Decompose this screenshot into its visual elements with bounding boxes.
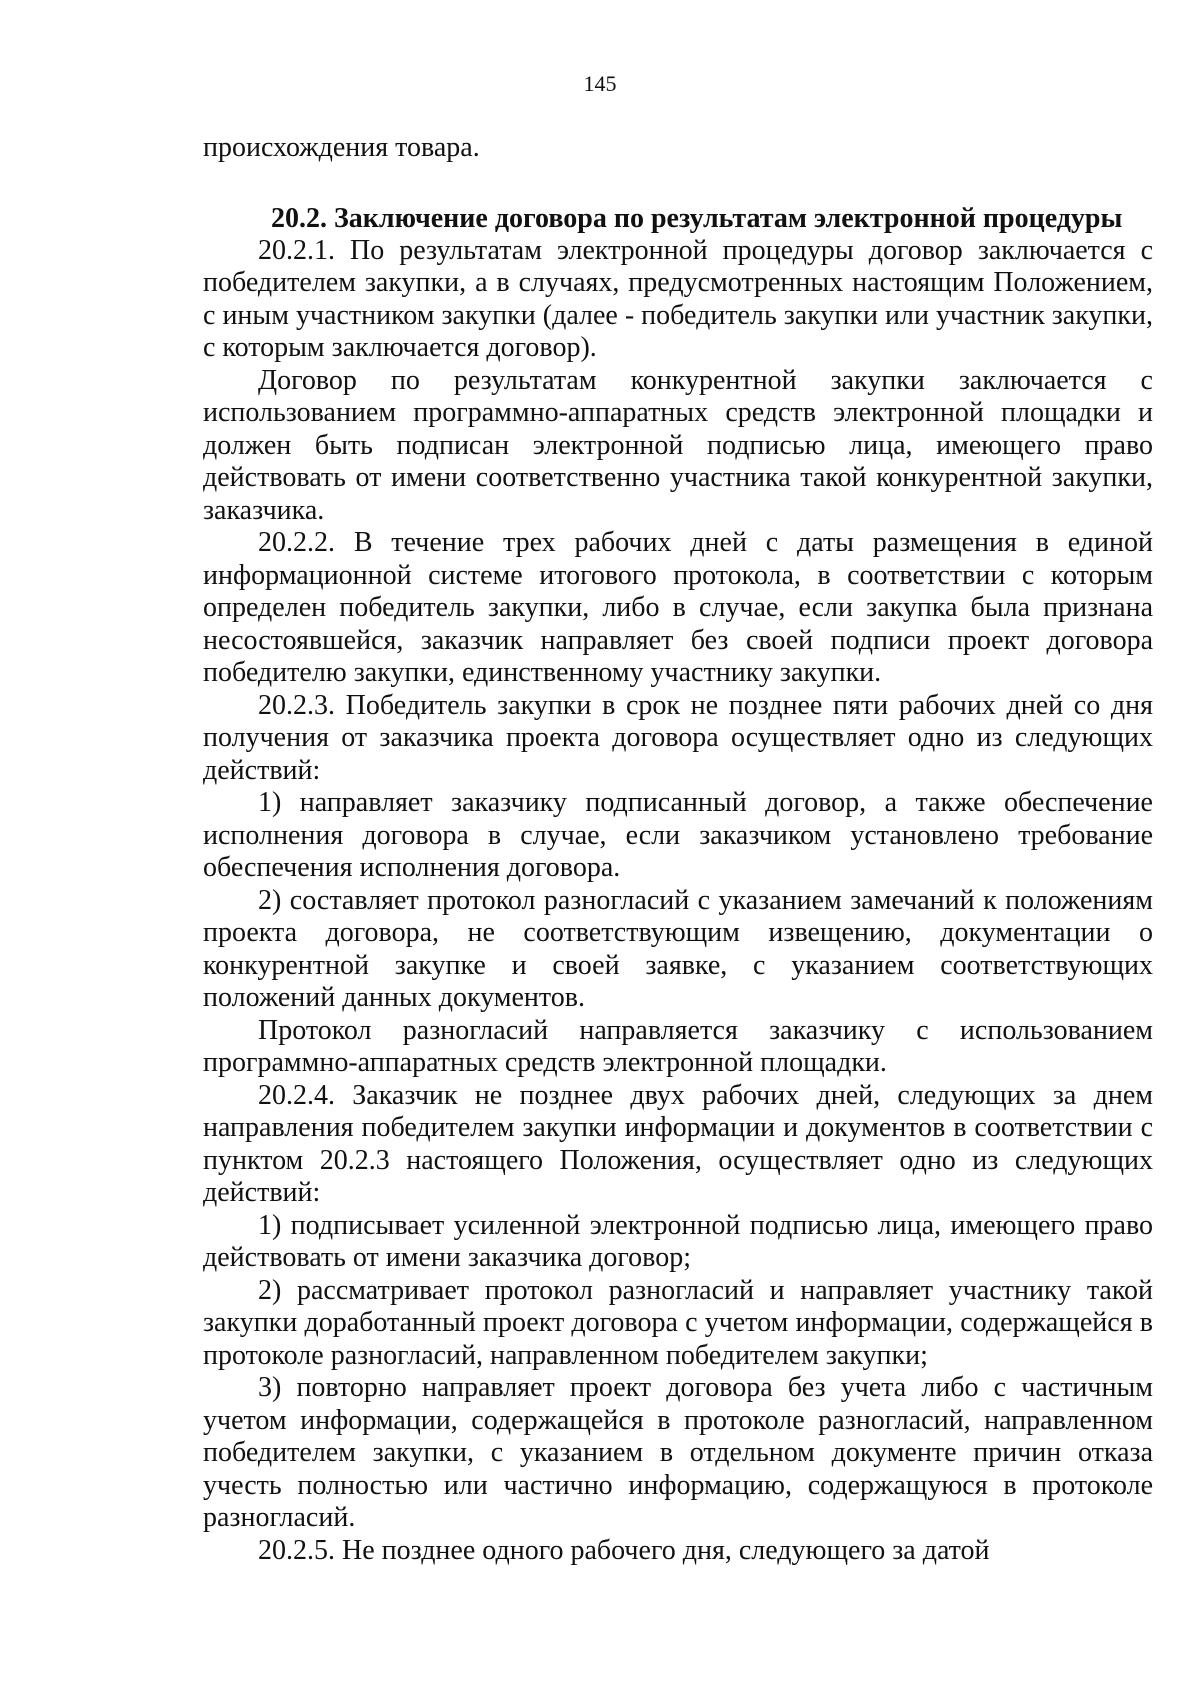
spacer xyxy=(203,165,1153,203)
section-heading: 20.2. Заключение договора по результатам электронной процедуры xyxy=(271,202,1123,234)
paragraph-continuation: происхождения товара. xyxy=(203,132,480,163)
list-item-20-2-4-1: 1) подписывает усиленной электронной подписью лица, имеющего право действовать от имени заказчика договор; xyxy=(203,1209,1153,1273)
document-body xyxy=(203,132,1153,1567)
paragraph-disagreement-protocol: Протокол разногласий направляется заказчику с использованием программно-аппаратных средств электронной площадки. xyxy=(203,1014,1153,1078)
paragraph-contract-signing: Договор по результатам конкурентной закупки заключается с использованием программно-аппаратных средств электронной площадки и должен быть подписан электронной подписью лица, имеющего право действовать от имени соответственно участника такой конкурентной закупки, заказчика. xyxy=(203,364,1153,526)
paragraph-20-2-5: 20.2.5. Не позднее одного рабочего дня, следующего за датой xyxy=(258,1534,990,1566)
paragraph-20-2-4: 20.2.4. Заказчик не позднее двух рабочих дней, следующих за днем направления победителем закупки информации и документов в соответствии с пунктом 20.2.3 настоящего Положения, осуществляет одно из следующих действий: xyxy=(203,1079,1153,1208)
list-item-20-2-4-3: 3) повторно направляет проект договора без учета либо с частичным учетом информации, содержащейся в протоколе разногласий, направленном победителем закупки, с указанием в отдельном документе причин отказа учесть полностью или частично информацию, содержащуюся в протоколе разногласий. xyxy=(203,1372,1153,1533)
paragraph-20-2-2: 20.2.2. В течение трех рабочих дней с даты размещения в единой информационной системе итогового протокола, в соответствии с которым определен победитель закупки, либо в случае, если закупка была признана несостоявшейся, заказчик направляет без своей подписи проект договора победителю закупки, единственному участнику закупки. xyxy=(203,527,1153,688)
paragraph-20-2-1: 20.2.1. По результатам электронной процедуры договор заключается с победителем закупки, а в случаях, предусмотренных настоящим Положением, с иным участником закупки (далее - победитель закупки или участник закупки, с которым заключается договор). xyxy=(203,234,1153,363)
page-number: 145 xyxy=(583,71,617,96)
list-item-20-2-3-1: 1) направляет заказчику подписанный договор, а также обеспечение исполнения договора в случае, если заказчиком установлено требование обеспечения исполнения договора. xyxy=(203,787,1153,883)
list-item-20-2-3-2: 2) составляет протокол разногласий с указанием замечаний к положениям проекта договора, не соответствующим извещению, документации о конкурентной закупке и своей заявке, с указанием соответствующих положений данных документов. xyxy=(203,884,1153,1013)
list-item-20-2-4-2: 2) рассматривает протокол разногласий и направляет участнику такой закупки доработанный проект договора с учетом информации, содержащейся в протоколе разногласий, направленном победителем закупки; xyxy=(203,1274,1153,1371)
paragraph-20-2-3: 20.2.3. Победитель закупки в срок не позднее пяти рабочих дней со дня получения от заказчика проекта договора осуществляет одно из следующих действий: xyxy=(203,689,1153,786)
